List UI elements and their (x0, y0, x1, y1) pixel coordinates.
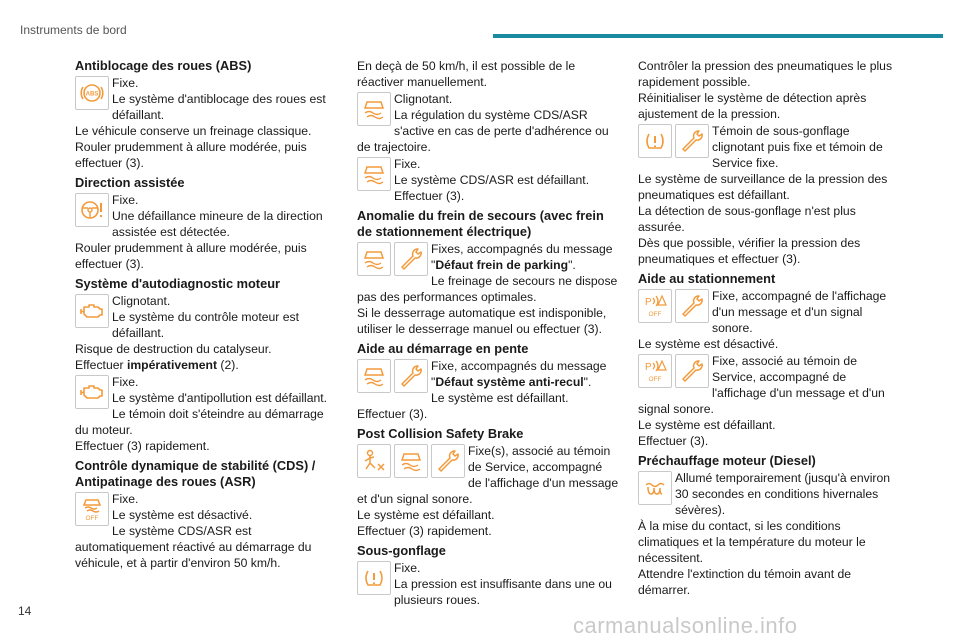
section-title: Antiblocage des roues (ABS) (75, 58, 252, 73)
warning-light-group (75, 492, 109, 526)
description-line: Le système est désactivé. (638, 337, 779, 351)
description-line: Contrôler la pression des pneumatiques le plus rapidement possible. (638, 59, 893, 89)
section-title: Contrôle dynamique de stabilité (CDS) / Antipatinage des roues (ASR) (75, 458, 316, 489)
wrench-icon (394, 359, 428, 393)
description-line: Le système est défaillant. (357, 508, 495, 522)
description-line: La détection de sous-gonflage n'est plus assurée. (638, 204, 856, 234)
engine-icon (75, 375, 109, 409)
description-line: Effectuer (3) rapidement. (75, 439, 210, 453)
description-line: Fixe. (394, 157, 421, 171)
emphasis: Défaut frein de parking (435, 258, 569, 272)
warning-entry (75, 293, 337, 373)
stability-icon (357, 359, 391, 393)
column-2 (357, 58, 619, 609)
description-line: Effectuer (3). (357, 407, 428, 421)
description-line: Le témoin doit s'éteindre au démarrage du moteur. (75, 407, 324, 437)
description-line: Le système CDS/ASR est défaillant. (394, 173, 590, 187)
emphasis: Défaut système anti-recul (435, 375, 584, 389)
tyre-pressure-icon (638, 124, 672, 158)
description-line: Fixe, accompagné de l'affichage d'un message et d'un signal sonore. (712, 289, 887, 335)
description-line: Témoin de sous-gonflage clignotant puis fixe et témoin de Service fixe. (712, 124, 883, 170)
description-line: Effectuer (3). (394, 189, 465, 203)
text-run: Fixes, accompagnés du message " (431, 242, 613, 272)
description-line: À la mise du contact, si les conditions climatiques et la température du moteur le nécessitent. (638, 519, 866, 565)
watermark: carmanualsonline.info (573, 613, 798, 638)
warning-entry (75, 491, 337, 571)
warning-light-group (75, 76, 109, 110)
park-assist-off-icon (638, 289, 672, 323)
steering-warning-icon (75, 193, 109, 227)
wrench-icon (675, 124, 709, 158)
description-line: Le système CDS/ASR est automatiquement réactivé au démarrage du véhicule, et à partir d'environ 50 km/h. (75, 524, 312, 570)
description-line: Le système est désactivé. (112, 508, 253, 522)
glow-plug-icon (638, 471, 672, 505)
warning-light-group (75, 294, 109, 328)
description-line: Clignotant. (112, 294, 171, 308)
warning-light-group (357, 444, 465, 478)
wrench-icon (675, 289, 709, 323)
warning-entry (638, 353, 900, 449)
warning-entry (75, 75, 337, 171)
description-line: Fixe. (112, 492, 139, 506)
tyre-pressure-icon (357, 561, 391, 595)
warning-light-group (357, 92, 391, 126)
description-line: Le système du contrôle moteur est défaillant. (112, 310, 299, 340)
warning-light-group (357, 242, 428, 276)
section-title: Préchauffage moteur (Diesel) (638, 453, 816, 468)
description-line: Fixe(s), associé au témoin de Service, accompagné de l'affichage d'un message et d'un signal sonore. (357, 444, 619, 506)
text-run: Effectuer (75, 358, 127, 372)
description-line: Risque de destruction du catalyseur. (75, 342, 272, 356)
wrench-icon (675, 354, 709, 388)
column-1 (75, 58, 337, 572)
description-line: Le système d'antiblocage des roues est défaillant. (112, 92, 326, 122)
stability-icon (357, 242, 391, 276)
warning-entry (638, 470, 900, 598)
column-3 (638, 58, 900, 599)
collision-icon (357, 444, 391, 478)
warning-light-group (638, 124, 709, 158)
header-title: Instruments de bord (20, 23, 127, 37)
description-line: Fixe. (112, 375, 139, 389)
description-line: Rouler prudemment à allure modérée, puis effectuer (3). (75, 140, 307, 170)
description-line: Réinitialiser le système de détection après ajustement de la pression. (638, 91, 867, 121)
warning-light-group (638, 354, 709, 388)
text-run: ". (583, 375, 592, 389)
warning-entry (357, 560, 619, 608)
description-line: Fixe, associé au témoin de Service, accompagné de l'affichage d'un message et d'un signal sonore. (638, 354, 885, 416)
svg-text:P: P (645, 297, 652, 308)
warning-entry (638, 288, 900, 352)
warning-light-group (638, 289, 709, 323)
warning-entry (357, 58, 619, 90)
engine-icon (75, 294, 109, 328)
description-line: Le freinage de secours ne dispose pas des performances optimales. (357, 274, 618, 304)
section-title: Direction assistée (75, 175, 185, 190)
warning-light-group (638, 471, 672, 505)
description-line: En deçà de 50 km/h, il est possible de le réactiver manuellement. (357, 59, 576, 89)
emphasis: impérativement (126, 358, 218, 372)
stability-off-icon (75, 492, 109, 526)
warning-entry (75, 192, 337, 272)
section-title: Anomalie du frein de secours (avec frein de stationnement électrique) (357, 208, 604, 239)
warning-entry (357, 156, 619, 204)
warning-entry (357, 358, 619, 422)
stability-icon (357, 157, 391, 191)
svg-text:OFF: OFF (85, 515, 99, 522)
description-line: Si le desserrage automatique est indisponible, utiliser le desserrage manuel ou effectuer (3). (357, 306, 607, 336)
wrench-icon (431, 444, 465, 478)
description-line: Le système d'antipollution est défaillant. (112, 391, 328, 405)
text-run: Fixe, accompagnés du message " (431, 359, 607, 389)
description-line (75, 357, 337, 373)
description-line: Le véhicule conserve un freinage classique. (75, 124, 312, 138)
section-title: Système d'autodiagnostic moteur (75, 276, 280, 291)
warning-light-group (75, 375, 109, 409)
description-line: La régulation du système CDS/ASR s'active en cas de perte d'adhérence ou de trajectoire. (357, 108, 609, 154)
warning-light-group (75, 193, 109, 227)
section-title: Aide au démarrage en pente (357, 341, 529, 356)
svg-text:ABS: ABS (85, 91, 99, 98)
warning-entry (357, 443, 619, 539)
description-line: Allumé temporairement (jusqu'à environ 30 secondes en conditions hivernales sévères). (675, 471, 891, 517)
warning-light-group (357, 157, 391, 191)
svg-text:OFF: OFF (648, 311, 662, 318)
description-line: Effectuer (3) rapidement. (357, 524, 492, 538)
description-line: Attendre l'extinction du témoin avant de démarrer. (638, 567, 852, 597)
description-line: Fixe. (112, 193, 139, 207)
warning-entry (638, 58, 900, 122)
warning-entry (357, 241, 619, 337)
description-line: Le système est défaillant. (431, 391, 569, 405)
stability-icon (357, 92, 391, 126)
text-run: ". (568, 258, 576, 272)
warning-entry (75, 374, 337, 454)
description-line: Effectuer (3). (638, 434, 709, 448)
svg-text:OFF: OFF (648, 376, 662, 383)
description-line: Fixe. (394, 561, 421, 575)
description-line: Le système est défaillant. (638, 418, 776, 432)
description-line: Dès que possible, vérifier la pression des pneumatiques et effectuer (3). (638, 236, 861, 266)
warning-entry (638, 123, 900, 267)
warning-entry (357, 91, 619, 155)
description-line: La pression est insuffisante dans une ou plusieurs roues. (394, 577, 612, 607)
page-number: 14 (18, 604, 32, 618)
text-run: (2). (217, 358, 239, 372)
header-accent-bar (493, 34, 943, 38)
wrench-icon (394, 242, 428, 276)
section-title: Aide au stationnement (638, 271, 776, 286)
description-line: Une défaillance mineure de la direction assistée est détectée. (112, 209, 323, 239)
section-title: Sous-gonflage (357, 543, 446, 558)
warning-light-group (357, 561, 391, 595)
warning-light-group (357, 359, 428, 393)
park-assist-off-icon (638, 354, 672, 388)
stability-icon (394, 444, 428, 478)
description-line: Le système de surveillance de la pression des pneumatiques est défaillant. (638, 172, 888, 202)
section-title: Post Collision Safety Brake (357, 426, 524, 441)
svg-text:P: P (645, 362, 652, 373)
description-line: Fixe. (112, 76, 139, 90)
description-line: Rouler prudemment à allure modérée, puis effectuer (3). (75, 241, 307, 271)
description-line: Clignotant. (394, 92, 453, 106)
abs-icon (75, 76, 109, 110)
